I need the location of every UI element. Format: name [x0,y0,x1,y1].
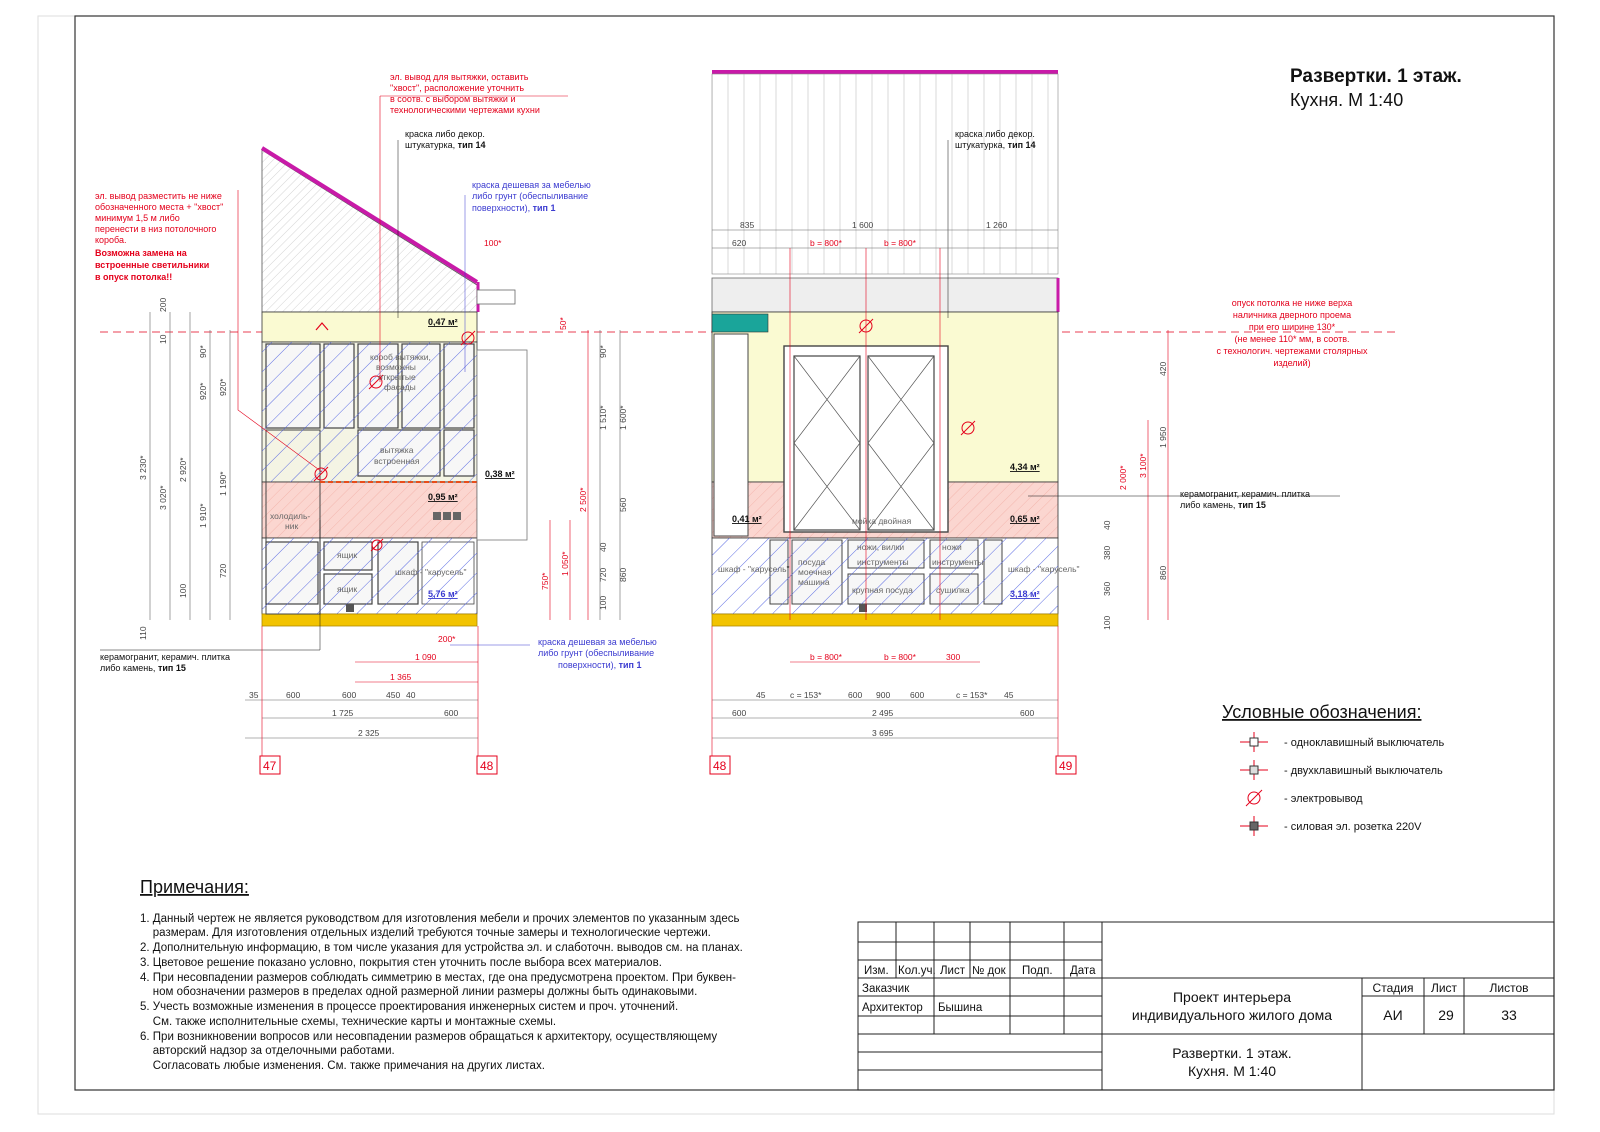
left-area-lower: 5,76 м² [428,589,458,599]
dim-label: 100 [598,595,608,610]
tb-stage-value: АИ [1383,1007,1403,1023]
tb-project: индивидуального жилого дома [1131,1007,1333,1023]
right-note-tile [1180,489,1310,510]
dim-label: b = 800* [810,238,842,248]
power-socket-icon [1240,816,1268,836]
label-knives-2: ножи [942,542,962,552]
right-side-column [714,334,748,536]
note-line: либо грунт (обеспыливание [472,191,589,201]
tb-customer-label: Заказчик [862,983,910,995]
note-line: опуск потолка не ниже верха [1231,298,1353,308]
dim-label: 100 [178,583,188,598]
legend [1222,702,1444,836]
label-sink: мойка двойная [852,516,912,526]
dim-label: 2 920* [178,457,188,482]
dim-label: 600 [286,690,301,700]
tb-header: Изм. [864,965,889,977]
note-line: поверхности), тип 1 [472,203,556,213]
left-area-wall-top: 0,47 м² [428,317,458,327]
dim-label: 1 365 [390,672,412,682]
note-line: штукатурка, тип 14 [405,140,486,150]
dim-label: 45 [756,690,766,700]
note-line: 5. Учесть возможные изменения в процессе проектирования инженерных систем и проч. уточнений. [140,1001,679,1013]
dim-label: 1 510* [598,405,608,430]
note-line: размерам. Для изготовления отдельных изделий требуются точные замеры и технологические чертежи. [140,927,711,939]
socket-icon [346,604,354,612]
note-line: 1. Данный чертеж не является руководством для изготовления мебели и прочих элементов по указанным здесь [140,913,740,925]
right-elevation [710,72,1368,774]
left-note-cheap-bottom [538,637,657,670]
right-floor-strip [712,614,1058,626]
note-line: при его ширине 130* [1248,322,1336,332]
label-hood: вытяжка [380,445,414,455]
label-knives: инструменты [857,557,909,567]
left-note-hood [390,72,540,115]
axis-label: 48 [480,759,494,773]
dim-label: 720 [218,563,228,578]
dim-label: 2 495 [872,708,894,718]
dim-label: 600 [444,708,459,718]
legend-item: - силовая эл. розетка 220V [1284,821,1422,833]
dim-label: 90* [198,345,208,358]
tb-drawing: Кухня. М 1:40 [1187,1063,1277,1079]
dim-label: 1 950 [1158,426,1168,448]
tb-header: Лист [940,965,965,977]
label-dishwasher: машина [798,577,830,587]
dim-label: 720 [598,567,608,582]
axis-label: 49 [1059,759,1073,773]
tb-sheets-value: 33 [1501,1007,1517,1023]
right-dim-labels-bottom [732,652,1034,738]
label-knives-2: инструменты [932,557,984,567]
dim-label: 1 190* [218,471,228,496]
dim-label: b = 800* [884,238,916,248]
tb-architect-label: Архитектор [862,1002,923,1014]
tb-header: Дата [1070,965,1096,977]
dim-label: 620 [732,238,747,248]
right-note-ceiling [1216,298,1368,368]
label-hood-box: открытые [378,372,416,382]
left-note-paint [405,129,486,150]
left-dim-horizontal-labels [249,634,458,738]
double-switch-icon [1240,760,1268,780]
notes [140,877,743,1072]
label-hood-box: короб вытяжки, [370,352,431,362]
dim-label: 600 [1020,708,1035,718]
left-roof [262,150,477,312]
dim-label: 560 [618,497,628,512]
dim-label: c = 153* [790,690,822,700]
tb-stage-label: Стадия [1372,981,1414,995]
left-dim-lines-horizontal-red [355,662,478,682]
right-note-paint [955,129,1036,150]
left-floor-strip [262,614,477,626]
dim-label: 3 100* [1138,453,1148,478]
dim-label: 45 [1004,690,1014,700]
label-hood-box: возможны [376,362,416,372]
axis-label: 48 [713,759,727,773]
single-switch-icon [1240,732,1268,752]
note-line: перенести в низ потолочного [95,224,217,234]
dim-label: 2 325 [358,728,380,738]
note-line: в соотв. с выбором вытяжки и [390,94,516,104]
dim-label: 40 [1102,520,1112,530]
title-block-text [862,965,1529,1079]
right-door-leaf-right [868,356,934,530]
dim-label: 1 725 [332,708,354,718]
dim-label: 10 [158,334,168,344]
axis-label: 47 [263,759,277,773]
dim-label: 920* [198,382,208,400]
left-area-window: 0,38 м² [485,469,515,479]
dim-label: 1 600 [852,220,874,230]
note-line: краска дешевая за мебелью [538,637,657,647]
label-dishwasher: моечная [798,567,832,577]
note-line: либо камень, тип 15 [1180,500,1266,510]
dim-label: 200* [438,634,456,644]
note-line: штукатурка, тип 14 [955,140,1036,150]
tb-header: Подп. [1022,965,1053,977]
dim-label: 2 500* [578,487,588,512]
label-carousel: шкаф - "карусель" [1008,564,1080,574]
legend-title: Условные обозначения: [1222,702,1422,722]
label-fridge: ник [285,521,299,531]
label-hood: встроенная [374,456,420,466]
right-area-wall: 4,34 м² [1010,462,1040,472]
note-line: керамогранит, керамич. плитка [1180,489,1311,499]
dim-label: 380 [1102,545,1112,560]
dim-label: 600 [342,690,357,700]
note-line: См. также исполнительные схемы, технические карты и монтажные схемы. [140,1016,557,1028]
label-hood-box: фасады [384,382,416,392]
note-line: наличника дверного проема [1232,310,1352,320]
right-ceiling-box [712,278,1058,312]
label-dishwasher: посуда [798,557,826,567]
note-line: либо камень, тип 15 [100,663,186,673]
notes-title: Примечания: [140,877,249,897]
tb-sheets-label: Листов [1489,981,1529,995]
note-line: ном обозначении размеров в пределах одной размерной линии размеры должны быть одинаковыми. [140,986,698,998]
dim-label: 920* [218,378,228,396]
dim-label: 35 [249,690,259,700]
right-teal-block [712,314,768,332]
dim-label: c = 153* [956,690,988,700]
note-line: "хвост", расположение уточнить [390,83,525,93]
note-line: встроенные светильники [95,260,210,270]
dim-label: 100 [1102,615,1112,630]
tb-architect-name: Бышина [938,1002,983,1014]
label-drawer: ящик [337,550,358,560]
tb-project: Проект интерьера [1172,989,1292,1005]
dim-label: 835 [740,220,755,230]
dim-label: 420 [1158,361,1168,376]
left-note-tile [100,652,230,673]
electro-outlet-icon [1246,790,1262,806]
note-line: минимум 1,5 м либо [95,213,180,223]
sheet-subtitle: Кухня. М 1:40 [1290,90,1404,110]
note-line: Согласовать любые изменения. См. также примечания на других листах. [140,1060,545,1072]
dim-label: 90* [598,345,608,358]
label-carousel: шкаф - "карусель" [395,567,467,577]
note-line: (не менее 110* мм, в соотв. [1234,334,1350,344]
tb-sheet-value: 29 [1438,1007,1454,1023]
note-line: в опуск потолка!! [95,272,173,282]
tb-sheet-label: Лист [1430,981,1458,995]
socket-icon [443,512,451,520]
dim-label: 40 [598,542,608,552]
dim-label: 40 [406,690,416,700]
dim-label: 3 230* [138,455,148,480]
dim-label: b = 800* [810,652,842,662]
socket-icon [433,512,441,520]
note-line: эл. вывод разместить не ниже [95,191,222,201]
left-elevation [95,72,657,774]
dim-label: 750* [540,572,550,590]
dim-label: 360 [1102,581,1112,596]
dim-label: 860 [618,567,628,582]
note-line: эл. вывод для вытяжки, оставить [390,72,529,82]
tb-header: № док [972,965,1006,977]
note-line: обозначенного места + "хвост" [95,202,224,212]
note-line: Возможна замена на [95,248,187,258]
note-line: 3. Цветовое решение показано условно, покрытия стен уточнить после выбора всех материалов. [140,957,662,969]
note-line: поверхности), тип 1 [558,660,642,670]
dim-label: 1 910* [198,503,208,528]
dim-label: 200 [158,297,168,312]
dim-label: 860 [1158,565,1168,580]
dim-label: 300 [946,652,961,662]
dim-label: 50* [558,317,568,330]
note-line: краска либо декор. [955,129,1035,139]
note-line: 2. Дополнительную информацию, в том числе указания для устройства эл. и слаботочн. выводов см. на планах. [140,942,743,954]
dim-label: 600 [732,708,747,718]
dim-label: 1 090 [415,652,437,662]
left-area-backsplash: 0,95 м² [428,492,458,502]
label-drawer: ящик [337,584,358,594]
note-line: краска либо декор. [405,129,485,139]
note-line: либо грунт (обеспыливание [538,648,655,658]
right-area-backsplash-right: 0,65 м² [1010,514,1040,524]
label-knives: ножи, вилки [857,542,905,552]
dim-label: 3 020* [158,485,168,510]
tb-header: Кол.уч. [898,965,936,977]
right-door-leaf-left [794,356,860,530]
label-dryer: сушилка [936,585,970,595]
sheet-title: Развертки. 1 этаж. [1290,66,1462,87]
note-line: 4. При несовпадении размеров соблюдать симметрию в местах, где она предусмотрена проектом. При буквен- [140,972,736,984]
dim-label: 600 [848,690,863,700]
dim-label: 3 695 [872,728,894,738]
note-line: керамогранит, керамич. плитка [100,652,231,662]
dim-label: b = 800* [884,652,916,662]
dim-label: 600 [910,690,925,700]
note-line: изделий) [1273,358,1311,368]
left-note-elec [95,191,223,282]
label-carousel: шкаф - "карусель" [718,564,790,574]
note-line: короба. [95,235,127,245]
label-fridge: холодиль- [270,511,311,521]
legend-item: - двухклавишный выключатель [1284,765,1443,777]
note-line: 6. При возникновении вопросов или несовпадении размеров обращаться к архитектору, осуществляющему [140,1031,718,1043]
left-upper-hatch [262,342,477,482]
note-line: авторский надзор за отделочными работами. [140,1045,395,1057]
tb-drawing: Развертки. 1 этаж. [1172,1045,1292,1061]
dim-label: 2 000* [1118,465,1128,490]
dim-label: 110 [138,626,148,640]
legend-item: - электровывод [1284,793,1363,805]
label-pots: крупная посуда [852,585,913,595]
dim-label: 1 600* [618,405,628,430]
socket-icon [453,512,461,520]
dim-label: 900 [876,690,891,700]
note-line: технологическими чертежами кухни [390,105,540,115]
right-area-lower: 3,18 м² [1010,589,1040,599]
legend-item: - одноклавишный выключатель [1284,737,1445,749]
left-window-ledge [477,290,515,304]
dim-label: 450 [386,690,401,700]
left-window-opening [477,350,527,540]
dim-label: 1 260 [986,220,1008,230]
note-line: с технологич. чертежами столярных [1216,346,1368,356]
dim-label: 1 050* [560,551,570,576]
note-line: краска дешевая за мебелью [472,180,591,190]
left-note-cheap-top [472,180,591,213]
right-area-backsplash-left: 0,41 м² [732,514,762,524]
dim-label: 100* [484,238,502,248]
